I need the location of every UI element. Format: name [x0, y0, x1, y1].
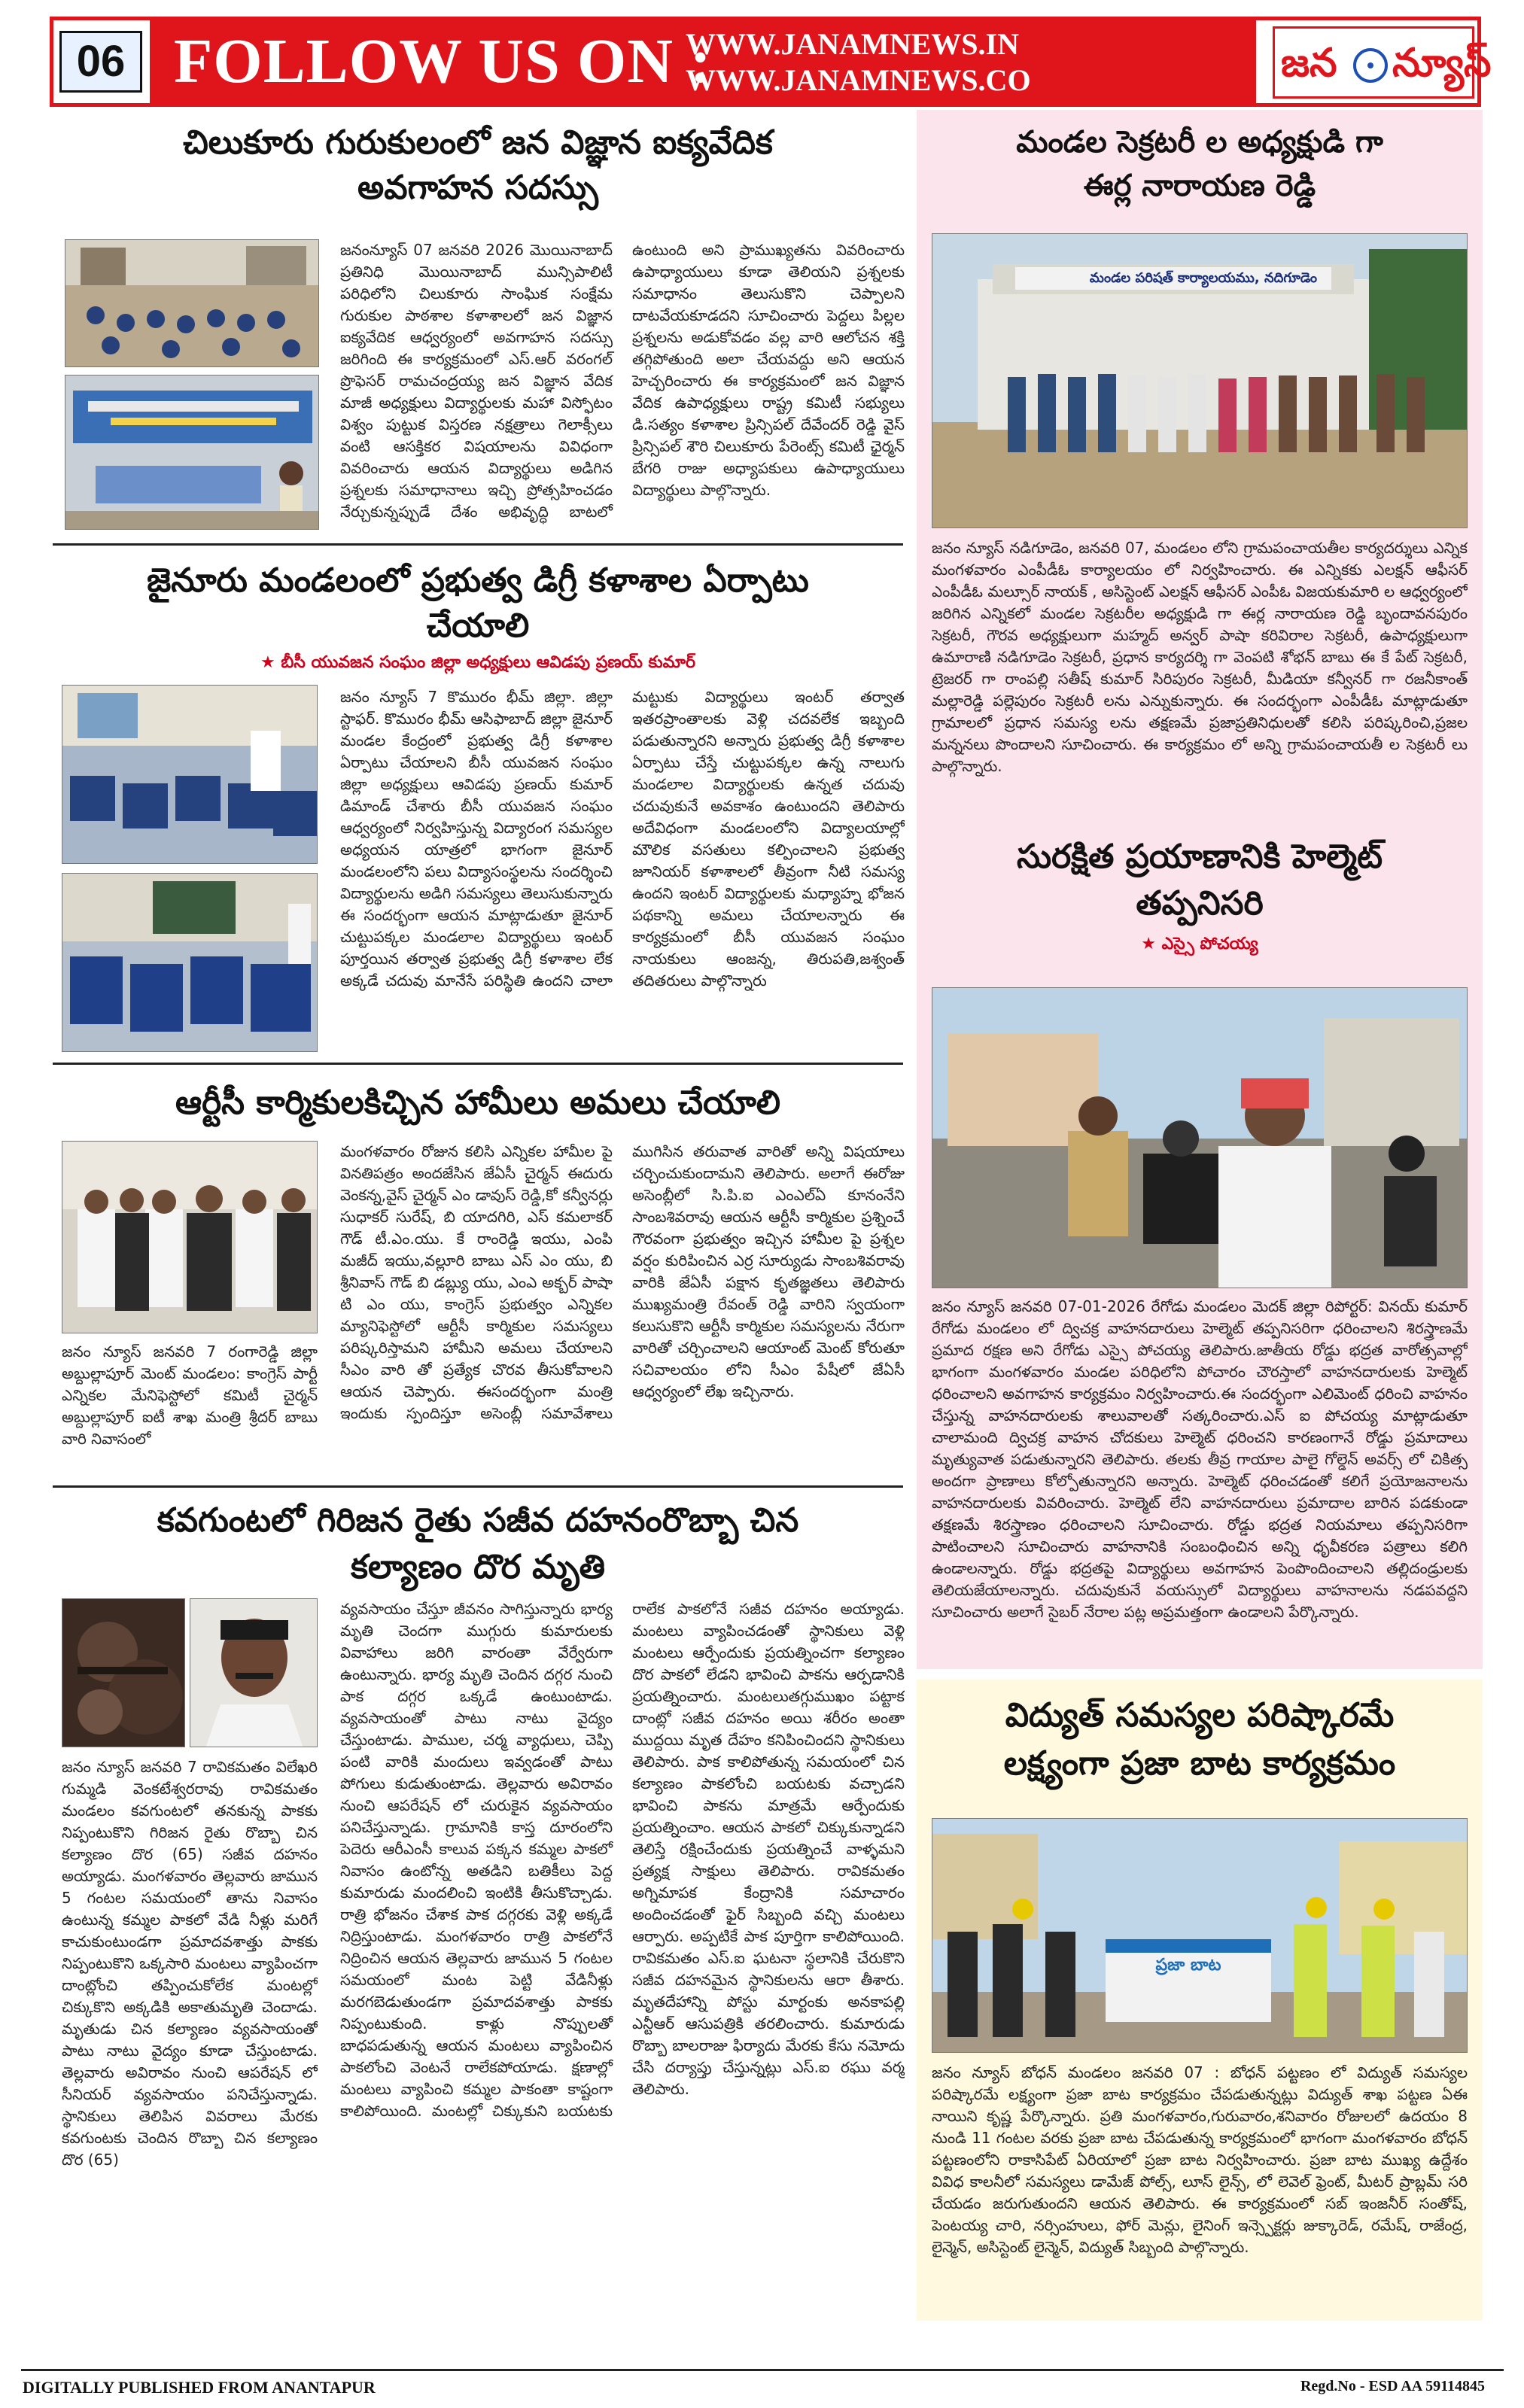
footer-published-from: DIGITALLY PUBLISHED FROM ANANTAPUR	[23, 2378, 376, 2397]
logo-text-right: న్యూస్	[1392, 41, 1492, 86]
mandal-secretary-photo	[932, 233, 1468, 528]
portrait-image	[190, 1599, 318, 1747]
rtc-photo-meeting	[62, 1141, 318, 1333]
follow-us-label: FOLLOW US ON :	[174, 26, 712, 96]
electricity-photo	[932, 1818, 1468, 2053]
electricity-headline	[920, 1692, 1480, 1788]
janam-news-logo	[1273, 26, 1492, 99]
jainoor-title-line1: జైనూరు మండలంలో ప్రభుత్వ డిగ్రీ కళాశాల ఏర్పాటు	[147, 561, 809, 600]
divider-3	[53, 1485, 903, 1488]
chilukuru-title-line2: అవగాహన సదస్సు	[357, 169, 598, 207]
kavaguntla-body: వ్యవసాయం చేస్తూ జీవనం సాగిస్తున్నారు భార్య మృతి చెందగా ముగ్గురు కుమారులకు వివాహాలు జరిగి వారంతా వేర్వేరుగా ఉంటున్నారు. భార్య మృతి చెందిన దగ్గర నుంచి పాక దగ్గర ఒక్కడే ఉంటుంటాడు. వ్యవసాయంతో పాటు నాటు వైద్యం చేస్తుంటాడు. పాముల, చర్మ వ్యాధులు, చెప్పి పంటి వారికి మందులు ఇవ్వడంతో పాటు పోగులు కుడుతుంటాడు. తెల్లవారు అవిరావం నుంచి ఆపరేషన్ లో చురుకైన వ్యవసాయం పనిచేస్తున్నాడు. గ్రామానికి కాస్త దూరంలోని పెదెరు ఆరీఎంసీ కాలువ పక్కన కమ్మల పాకలో నివాసం ఉంటోన్న అతడిని బతికీలు పెద్ద కుమారుడు మందలించి ఇంటికి తీసుకొచ్చాడు. రాత్రి భోజనం చేశాక పాక దగ్గరకు వెళ్లి అక్కడే నిద్రిస్తుంటాడు. మంగళవారం రాత్రి పాకలోనే నిద్రించిన ఆయన తెల్లవారు జామున 5 గంటల సమయంలో మంట పెట్టి వేడినీళ్లు మరగబెడుతుండగా ప్రమాదవశాత్తు పాకకు నిప్పంటుకుంది. కాళ్లు నొప్పులతో బాధపడుతున్న ఆయన మంటలు వ్యాపించిన పాకలోంచి వెంటనే రాలేకపోయాడు. క్షణాల్లో మంటలు వ్యాపించి కమ్మల పాకంతా కాష్టంగా కాలిపోయింది. మంటల్లో చిక్కుకుని బయటకు రాలేక పాకలోనే సజీవ దహనం అయ్యాడు. మంటలు వ్యాపించడంతో స్థానికులు వెళ్లి మంటలు ఆర్పేందుకు ప్రయత్నించగా కల్యాణం దొర పాకలో లేడని భావించి పాకను ఆర్పడానికి ప్రయత్నించారు. మంటలుతగ్గుముఖం పట్టాక దాంట్లో సజీవ దహనం అయి శరీరం అంతా ముద్దయి మృత దేహం కనిపించిందని స్థానికులు తెలిపారు. పాక కాలిపోతున్న సమయంలో చిన కల్యాణం పాకలోంచి బయటకు వచ్చాడని భావించి పాకను మాత్రమే ఆర్పేందుకు ప్రయత్నించాం. ఆయన పాకలో చిక్కుకున్నాడని తెలిస్తే రక్షించేందుకు ప్రయత్నించే వాళ్ళమని ప్రత్యక్ష సాక్షులు తెలిపారు. రావికమతం అగ్నిమాపక కేంద్రానికి సమాచారం అందించడంతో ఫైర్ సిబ్బంది వచ్చి మంటలు ఆర్పారు. అప్పటికే పాక పూర్తిగా కాలిపోయింది. రావికమతం ఎస్.ఐ ఘటనా స్థలానికి చేరుకొని సజీవ దహనమైన స్థానికులను ఆరా తీశారు. మృతదేహాన్ని పోస్టు మార్టంకు అనకాపల్లి ఎన్టీఆర్ ఆసుపత్రికి తరలించారు. కుమారుడు రొబ్బా బాలరాజు ఫిర్యాదు మేరకు కేసు నమోదు చేసి దర్యాప్తు చేస్తున్నట్లు ఎస్.ఐ రఘు వర్మ తెలిపారు.	[340, 1600, 905, 2120]
helmet-body: జనం న్యూస్ జనవరి 07-01-2026 రేగోడు మండలం మెదక్ జిల్లా రిపోర్టర్: వినయ్ కుమార్ రేగోడు మండలం లో ద్విచక్ర వాహనదారులు హెల్మెట్ తప్పనిసరిగా ధరించాలని శిరస్త్రాణమే ప్రమాద రక్షణ అని రేగోడు ఎస్సై పోచయ్య తెలిపారు.జాతీయ రోడ్డు భద్రత వారోత్సవాల్లో భాగంగా మంగళవారం మండల పరిధిలోని పోచారం చౌరస్తాలో వాహనదారులకు హెల్మెట్ ధరించాలని అవగాహన కార్యక్రమం నిర్వహించారు.ఈ సందర్భంగా ఎలిమెంట్ ధరించి వాహనం చేస్తున్న వాహనదారులకు శాలువాలతో సత్కరించారు.ఎస్ ఐ పోచయ్య మాట్లాడుతూ చాలామంది ద్విచక్ర వాహన చోదకులు హెల్మెట్ ధరించని కారణంగానే రోడ్డు ప్రమాదాలు మృత్యువాత పడుతున్నారని తెలిపారు. తలకు తీవ్ర గాయాల పాలై గోల్డెన్ అవర్స్ లో చికిత్స అందగా ప్రాణాలు కోల్పోతున్నారని అన్నారు. హెల్మెట్ ధరించడంతో కలిగే ప్రయోజనాలను వాహనదారులకు వివరించారు. హెల్మెట్ లేని వాహనదారులు ప్రమాదాల బారిన పడకుండా తక్షణమే శిరస్త్రాణం ధరించాలని సూచించారు. రోడ్డు భద్రత నియమాలు తప్పనిసరిగా పాటించాలని సూచించారు వాహనానికి సంబంధించిన అన్ని ధృవీకరణ పత్రాలు కలిగి ఉండాలన్నారు. రోడ్డు భద్రతపై విద్యార్థులు అవగాహన పెంపొందించాలని తల్లిదండ్రులకు తెలియజేయాలన్నారు. చదువుకునే వయస్సులో విద్యార్థులు వాహనాలను నడపవద్దని సూచించారు అలాగే సైబర్ నేరాల పట్ల అప్రమత్తంగా ఉండాలని పేర్కొన్నారు.	[932, 1297, 1468, 1621]
kavaguntla-photo-portrait	[190, 1598, 318, 1747]
praja-bata-banner-text: ప్రజా బాట	[1155, 1956, 1221, 1975]
kavaguntla-photo-fire	[62, 1598, 185, 1747]
masthead	[50, 17, 1492, 107]
students-gathering-image	[65, 240, 319, 367]
praja-bata-group-image	[932, 1819, 1468, 2053]
electricity-title-line1: విద్యుత్ సమస్యల పరిష్కారమే	[1005, 1696, 1395, 1735]
electricity-title-line2: లక్ష్యంగా ప్రజా బాట కార్యక్రమం	[1003, 1744, 1396, 1783]
jainoor-headline	[53, 558, 903, 649]
logo-text-left: జన	[1281, 41, 1337, 86]
chilukuru-title-line1: చిలుకూరు గురుకులంలో జన విజ్ఞాన ఐక్యవేదిక	[183, 123, 773, 162]
website-link-co[interactable]: WWW.JANAMNEWS.CO	[686, 63, 1031, 97]
jainoor-photo-classroom-2	[62, 873, 318, 1052]
chilukuru-body: జనంన్యూస్ 07 జనవరి 2026 మొయినాబాద్ ప్రతినిధి మొయినాబాద్ మున్సిపాలిటీ పరిధిలోని చిలుకూరు సాంఘిక సంక్షేమ గురుకుల పాఠశాల కళాశాలలో జన విజ్ఞాన ఐక్యవేదిక ఆధ్వర్యంలో అవగాహన సదస్సు జరిగింది ఈ కార్యక్రమంలో ఎస్.ఆర్ వరంగల్ ప్రొఫెసర్ రామచంద్రయ్య జన విజ్ఞాన వేదిక మాజీ అధ్యక్షులు విద్యార్థులకు మహా విస్ఫోటం విశ్వం పుట్టుక విస్తరణ నక్షత్రాలు గెలాక్సీలు వంటి ఆసక్తికర విషయాలను వివిధంగా వివరించారు ఆయన విద్యార్థులు అడిగిన ప్రశ్నలకు సమాధానాలు ఇచ్చి ప్రోత్సహించడం నేర్చుకున్నప్పుడే దేశం అభివృద్ధి బాటలో ఉంటుంది అని ప్రాముఖ్యతను వివరించారు ఉపాధ్యాయులు కూడా తెలియని ప్రశ్నలకు సమాధానం తెలుసుకొని చెప్పాలని దాటవేయకూడదని సూచించారు పెద్దలు పిల్లల ప్రశ్నలను అడుకోవడం వల్ల వారి ఆలోచన శక్తి తగ్గిపోతుంది అలా చేయవద్దు అని ఆయన హెచ్చరించారు ఈ కార్యక్రమంలో జన విజ్ఞాన వేదిక ఉపాధ్యక్షులు రాష్ట్ర కమిటీ సభ్యులు డి.సత్యం కళాశాల ప్రిన్సిపల్ దేవేందర్ రెడ్డి వైస్ ప్రిన్సిపల్ శౌరి చిలుకూరు పేరెంట్స్ కమిటీ ఛైర్మన్ బేగరి రాజు అధ్యాపకులు ఉపాధ్యాయులు విద్యార్థులు పాల్గొన్నారు.	[340, 241, 905, 521]
mandal-secretary-title-line1: మండల సెక్రటరీ ల అధ్యక్షుడి గా	[1016, 125, 1383, 160]
classroom-image-2	[62, 874, 318, 1052]
kavaguntla-photo-caption: జనం న్యూస్ జనవరి 7 రావికమతం విలేఖరి గుమ్మడి వెంకటేశ్వరరావు రావికమతం మండలం కవగుంటలో తనకున్న పాకకు నిప్పంటుకొని గిరిజన రైతు రొబ్బా చిన కల్యాణం దొర (65) సజీవ దహనం అయ్యాడు. మంగళవారం తెల్లవారు జామున 5 గంటల సమయంలో తాను నివాసం ఉంటున్న కమ్మల పాకలో వేడి నీళ్లు మరిగే కాచుకుంటుండగా ప్రమాదవశాత్తు పాకకు నిప్పంటుకొని ఒక్కసారి మంటలు వ్యాపించగా దాంట్లోంచి తప్పించుకోలేక మంటల్లో చిక్కుకొని అక్కడికి అకాతుమృతి చెందాడు. మృతుడు చిన కల్యాణం వ్యవసాయంతో పాటు నాటు వైద్యం కూడా చేస్తుంటాడు. తెల్లవారు అవిరావం నుంచి ఆపరేషన్ లో సీనియర్ వ్యవసాయం పనిచేస్తున్నాడు. స్థానికులు తెలిపిన వివరాలు మేరకు కవగుంటకు చెందిన రొబ్బా చిన కల్యాణం దొర (65)	[62, 1758, 318, 2169]
chilukuru-photo-students	[65, 239, 319, 367]
mandal-secretary-title-line2: ఈర్ల నారాయణ రెడ్డి	[1083, 169, 1316, 203]
divider-1	[53, 543, 903, 546]
rtc-photo-caption: జనం న్యూస్ జనవరి 7 రంగారెడ్డి జిల్లా అబ్దుల్లాపూర్ మెంట్ మండలం: కాంగ్రెస్ పార్టీ ఎన్నికల మేనిఫెస్టోలో కమిటీ చైర్మన్ అబ్దుల్లాపూర్ ఐటీ శాఖ మంత్రి శ్రీదర్ బాబు వారి నివాసంలో	[62, 1342, 318, 1448]
footer-divider	[21, 2369, 1504, 2371]
kavaguntla-title-line1: కవగుంటలో గిరిజన రైతు సజీవ దహనంరొబ్బా చిన	[157, 1501, 799, 1540]
chakra-icon	[1353, 48, 1388, 83]
rtc-headline: ఆర్టీసీ కార్మికులకిచ్చిన హామీలు అమలు చేయాలి	[175, 1084, 781, 1122]
mandal-secretary-body: జనం న్యూస్ నడిగూడెం, జనవరి 07, మండలం లోని గ్రామపంచాయతీల కార్యదర్శులు ఎన్నిక మంగళవారం ఎంపీడీఓ కార్యాలయం లో నిర్వహించారు. ఈ ఎన్నికకు ఎలక్షన్ ఆఫీసర్ ఎంపీడీఓ మల్సూర్ నాయక్ , అసిస్టెంట్ ఎలక్షన్ ఆఫీసర్ ఎంపీఓ విజయకుమారి ల ఆధ్వర్యంలో జరిగిన ఎన్నికలో మండల సెక్రటరీల అధ్యక్షుడి గా ఈర్ల నారాయణ రెడ్డి బృందావనపురం సెక్రటరీ, గౌరవ అధ్యక్షులుగా మహ్మద్ అన్వర్ పాషా కరివిరాల సెక్రటరీ, ఉపాధ్యక్షులుగా ఉమారాణి నడిగూడెం సెక్రటరీ, ప్రధాన కార్యదర్శి గా వెంపటి శోభన్ బాబు ఈ కే పేట్ సెక్రటరీ, ట్రెజరర్ గా రాంపల్లి సతీష్ కుమార్ సిరిపురం సెక్రటరీ, మీడియా కన్వీనర్ గా రజనీకాంత్ మల్లారెడ్డి పల్లెపురం సెక్రటరీ లను ఎన్నుకున్నారు. ఈ సందర్భంగా ఎంపీడీఓ మాట్లాడుతూ గ్రామాలలో ప్రధాన సమస్య లను తక్షణమే ప్రజాప్రతినిధులతో కలిసి పరిష్కరించి,ప్రజల మన్ననలు పొందాలని సూచించారు. ఈ కార్యక్రమం లో అన్ని గ్రామపంచాయతీ ల సెక్రటరీ లు పాల్గొన్నారు.	[932, 539, 1468, 775]
chilukuru-photo-stage	[65, 375, 319, 530]
kavaguntla-title-line2: కల్యాణం దొర మృతి	[351, 1548, 605, 1586]
stage-banner-image	[65, 375, 319, 530]
helmet-drive-image	[932, 988, 1468, 1288]
mandal-office-sign-text: మండల పరిషత్ కార్యాలయము, నదిగూడెం	[1089, 270, 1318, 286]
classroom-image-1	[62, 686, 318, 864]
helmet-title-line1: సురక్షిత ప్రయాణానికి హెల్మెట్	[1016, 838, 1383, 876]
divider-2	[53, 1063, 903, 1065]
kavaguntla-headline	[53, 1497, 903, 1591]
burnt-hut-image	[62, 1599, 185, 1747]
helmet-byline: ★ ఎస్సై పోచయ్య	[1141, 935, 1258, 953]
jainoor-title-line2: చేయాలి	[426, 607, 530, 645]
rtc-meeting-image	[62, 1142, 318, 1333]
footer-registration: Regd.No - ESD AA 59114845	[1300, 2378, 1485, 2394]
mandal-secretary-headline	[920, 120, 1480, 208]
jainoor-body: జనం న్యూస్ 7 కొమురం భీమ్ జిల్లా. జిల్లా స్టాఫర్. కొమురం భీమ్ ఆసిఫాబాద్ జిల్లా జైనూర్ మండల కేంద్రంలో ప్రభుత్వ డిగ్రీ కళాశాల ఏర్పాటు చేయాలని బీసీ యువజన సంఘం జిల్లా అధ్యక్షులు ఆవిడపు ప్రణయ్ కుమార్ డిమాండ్ చేశారు బీసీ యువజన సంఘం ఆధ్వర్యంలో నిర్వహిస్తున్న విద్యారంగ సమస్యల అధ్యయన యాత్రలో భాగంగా జైనూర్ మండలంలోని పలు విద్యాసంస్థలను సందర్శించి విద్యార్థులను అడిగి సమస్యలు తెలుసుకున్నారు ఈ సందర్భంగా ఆయన మాట్లాడుతూ జైనూర్ చుట్టుపక్కల మండలాల విద్యార్థులు ఇంటర్ పూర్తయిన తర్వాత ప్రభుత్వ డిగ్రీ కళాశాల లేక అక్కడే చదువు మానేసే పరిస్థితి ఉందని చాలా మట్టుకు విద్యార్థులు ఇంటర్ తర్వాత ఇతరప్రాంతాలకు వెళ్లి చదవలేక ఇబ్బంది పడుతున్నారని అన్నారు ప్రభుత్వ డిగ్రీ కళాశాల ఏర్పాటు చేస్తే చుట్టుపక్కల ఉన్న నాలుగు మండలాల విద్యార్థులకు ఉన్నత చదువు చదువుకునే అవకాశం ఉంటుందని తెలిపారు అదేవిధంగా మండలంలోని విద్యాలయాల్లో మౌలిక వసతులు కల్పించాలని ప్రభుత్వ జూనియర్ కళాశాలలో తీవ్రంగా నీటి సమస్య ఉందని ఇంటర్ విద్యార్థులకు మధ్యాహ్న భోజన పథకాన్ని అమలు చేయాలన్నారు ఈ కార్యక్రమంలో బీసీ యువజన సంఘం నాయకులు ఆంజన్న, తిరుపతి,జశ్వంత్ తదితరులు పాల్గొన్నారు	[340, 688, 905, 990]
electricity-body: జనం న్యూస్ బోధన్ మండలం జనవరి 07 : బోధన్ పట్టణం లో విద్యుత్ సమస్యల పరిష్కారమే లక్ష్యంగా ప్రజా బాట కార్యక్రమం చేపడుతున్నట్లు విద్యుత్ శాఖ పట్టణ ఏఈ నాయిని కృష్ణ పేర్కొన్నారు. ప్రతి మంగళవారం,గురువారం,శనివారం రోజులలో ఉదయం 8 నుండి 11 గంటల వరకు ప్రజా బాట చేపడుతున్న కార్యక్రమంలో భాగంగా మంగళవారం బోధన్ పట్టణంలోని రాకాసిపేట్ ఏరియాలో ప్రజా బాట నిర్వహించారు. ప్రజా బాట ముఖ్య ఉద్దేశం వివిధ కాలనీలో సమస్యలు డామేజ్ పోల్స్, లూస్ లైన్స్, లో లెవెల్ ఫ్రెంట్, మీటర్ ప్రాబ్లమ్ సరి చేయడం జరుగుతుందని ఆయన తెలిపారు. ఈ కార్యక్రమంలో సబ్ ఇంజనీర్ సంతోష్, పెంటయ్య చారి, నర్సింహులు, ఫోర్ మెన్లు, లైనింగ్ ఇన్స్పెక్టర్లు జుక్కారెడ్, రమేష్, రాజేంద్ర, లైన్మెన్, అసిస్టెంట్ లైన్మెన్, విద్యుత్ సిబ్బంది పాల్గొన్నారు.	[932, 2063, 1468, 2256]
rtc-body: మంగళవారం రోజున కలిసి ఎన్నికల హామీల పై వినతిపత్రం అందజేసిన జేఏసీ చైర్మన్ ఈదురు వెంకన్న,వైస్ చైర్మన్ ఎం డావుస్ రెడ్డి,కో కన్వీనర్లు సుధాకర్ సురేష్, బి యాదగిరి, ఎస్ కమలాకర్ గౌడ్ టీ.ఎం.యు. కే రాంరెడ్డి ఇయు, ఎంపి మజీద్ ఇయు,వల్లూరి బాబు ఎస్ ఎం యు, బి శ్రీనివాస్ గౌడ్ బి డబ్ల్యు యు, ఎంఎ అక్బర్ పాషా టి ఎం యు, కాంగ్రెస్ ప్రభుత్వం ఎన్నికల మ్యానిఫెస్టోలో ఆర్టీసీ కార్మికుల సమస్యలు పరిష్కరిస్తామని హామీని అమలు చేయాలని సీఎం వారి తో ప్రత్యేక చొరవ తీసుకోవాలని ఆయన చెప్పారు. ఈసందర్భంగా మంత్రి ఇందుకు స్పందిస్తూ అసెంబ్లీ సమావేశాలు ముగిసిన తరువాత వారితో అన్ని విషయాలు చర్చించుకుందామని తెలిపారు. అలాగే ఈరోజు అసెంబ్లీలో సి.పి.ఐ ఎంఎల్ఏ కూనంనేని సాంబశివరావు ఆయన ఆర్టీసీ కార్మికుల ప్రశ్నించే గౌరవంగా ప్రభుత్వం ఇచ్చిన హామీల పై ప్రశ్నల వర్షం కురిపించిన ఎర్ర సూర్యుడు సాంబశివరావు వారికి జేఏసీ పక్షాన కృతజ్ఞతలు తెలిపారు ముఖ్యమంత్రి రేవంత్ రెడ్డి వారిని స్వయంగా కలుసుకొని ఆర్టీసీ కార్మికుల సమస్యలను నేరుగా వారితో చర్చించాలని ఆయాంట్ మెంట్ కోరుతూ సచివాలయం లోని సీఎం పేషీలో జేఏసీ ఆధ్వర్యంలో లేఖ ఇచ్చినారు.	[340, 1142, 905, 1422]
helmet-photo	[932, 987, 1468, 1288]
page-number: 06	[59, 31, 142, 93]
website-link-in[interactable]: WWW.JANAMNEWS.IN	[686, 27, 1020, 61]
helmet-headline	[920, 834, 1480, 927]
jainoor-byline: ★ బీసీ యువజన సంఘం జిల్లా అధ్యక్షులు ఆవిడపు ప్రణయ్ కుమార్	[260, 653, 695, 672]
helmet-title-line2: తప్పనిసరి	[1136, 884, 1264, 923]
jainoor-photo-classroom-1	[62, 685, 318, 864]
chilukuru-headline	[53, 120, 903, 211]
